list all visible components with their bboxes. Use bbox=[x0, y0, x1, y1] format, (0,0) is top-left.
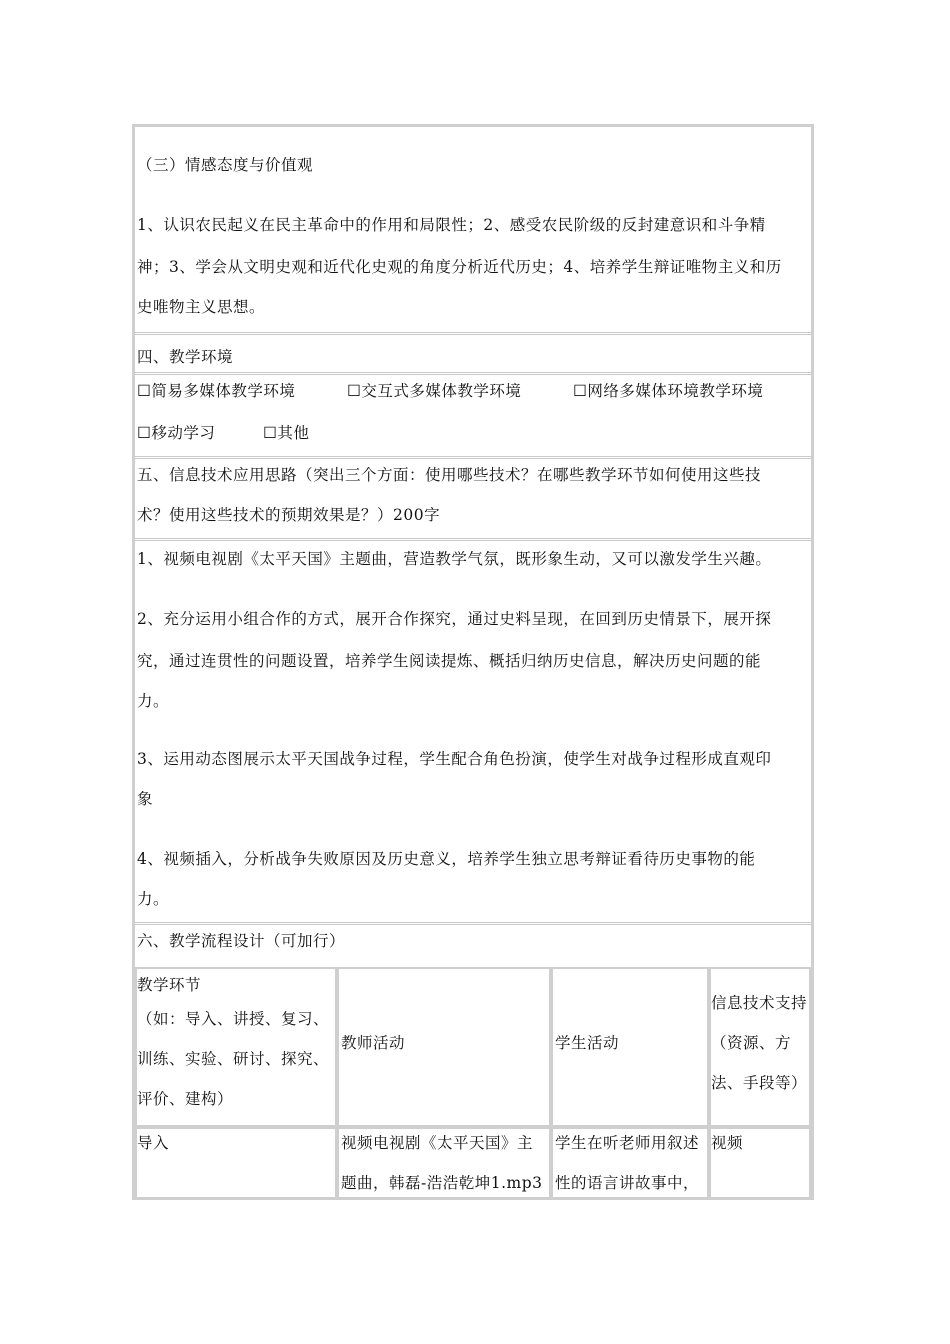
checkbox-network-multimedia[interactable]: ☐网络多媒体环境教学环境 bbox=[573, 382, 764, 400]
table-row-teacher-activity bbox=[337, 1127, 551, 1199]
section-heading: 四、教学环境 bbox=[137, 348, 234, 366]
header-label: 学生活动 bbox=[555, 1034, 620, 1052]
cell-text: 视频 bbox=[711, 1134, 744, 1152]
section-heading: （三）情感态度与价值观 bbox=[137, 156, 314, 174]
header-label: （资源、方 bbox=[711, 1034, 792, 1052]
header-label: 评价、建构） bbox=[137, 1090, 234, 1108]
paragraph-line: 究，通过连贯性的问题设置，培养学生阅读提炼、概括归纳历史信息，解决历史问题的能 bbox=[137, 652, 762, 670]
paragraph-line: 1、认识农民起义在民主革命中的作用和局限性；2、感受农民阶级的反封建意识和斗争精 bbox=[137, 216, 766, 234]
table-row-student-activity bbox=[551, 1127, 709, 1199]
cell-text: 导入 bbox=[137, 1134, 170, 1152]
paragraph-line: 史唯物主义思想。 bbox=[137, 298, 266, 316]
paragraph-line: 象 bbox=[137, 790, 154, 808]
table-header-teacher-activity bbox=[337, 967, 551, 1127]
paragraph-line: 2、充分运用小组合作的方式，展开合作探究，通过史料呈现，在回到历史情景下，展开探 bbox=[137, 610, 772, 628]
paragraph-line: 4、视频插入，分析战争失败原因及历史意义，培养学生独立思考辩证看待历史事物的能 bbox=[137, 850, 756, 868]
table-header-it-support bbox=[709, 967, 811, 1127]
paragraph-line: 力。 bbox=[137, 692, 170, 710]
section-heading: 六、教学流程设计（可加行） bbox=[137, 932, 346, 950]
paragraph-line: 3、运用动态图展示太平天国战争过程，学生配合角色扮演，使学生对战争过程形成直观印 bbox=[137, 750, 772, 768]
table-row-it-support bbox=[709, 1127, 811, 1199]
table-header-student-activity bbox=[551, 967, 709, 1127]
table-header-stage bbox=[135, 967, 337, 1127]
section-teaching-environment-heading bbox=[135, 335, 811, 375]
cell-text: 性的语言讲故事中， bbox=[555, 1174, 700, 1192]
cell-text: 题曲，韩磊-浩浩乾坤1.mp3 bbox=[341, 1174, 543, 1192]
section-it-application-heading bbox=[135, 459, 811, 541]
paragraph-line: 神；3、学会从文明史观和近代化史观的角度分析近代历史；4、培养学生辩证唯物主义和历 bbox=[137, 258, 782, 276]
header-label: 法、手段等） bbox=[711, 1074, 808, 1092]
checkbox-interactive-multimedia[interactable]: ☐交互式多媒体教学环境 bbox=[347, 382, 522, 400]
checkbox-other[interactable]: ☐其他 bbox=[263, 424, 310, 442]
paragraph-line: 1、视频电视剧《太平天国》主题曲，营造教学气氛，既形象生动，又可以激发学生兴趣。 bbox=[137, 550, 772, 568]
header-label: 信息技术支持 bbox=[711, 994, 808, 1012]
section-heading: 术？使用这些技术的预期效果是？）200字 bbox=[137, 506, 441, 524]
paragraph-line: 力。 bbox=[137, 890, 170, 908]
header-label: （如：导入、讲授、复习、 bbox=[137, 1010, 330, 1028]
document-frame bbox=[132, 124, 814, 1200]
section-affective-goals bbox=[135, 127, 811, 335]
header-label: 教师活动 bbox=[341, 1034, 406, 1052]
section-heading: 五、信息技术应用思路（突出三个方面：使用哪些技术？在哪些教学环节如何使用这些技 bbox=[137, 466, 762, 484]
section-teaching-flow-heading bbox=[135, 925, 811, 965]
checkbox-simple-multimedia[interactable]: ☐简易多媒体教学环境 bbox=[137, 382, 296, 400]
cell-text: 视频电视剧《太平天国》主 bbox=[341, 1134, 534, 1152]
header-label: 教学环节 bbox=[137, 976, 202, 994]
section-it-application-content bbox=[135, 541, 811, 925]
checkbox-mobile-learning[interactable]: ☐移动学习 bbox=[137, 424, 216, 442]
section-teaching-environment-options bbox=[135, 375, 811, 459]
table-row-stage bbox=[135, 1127, 337, 1199]
cell-text: 学生在听老师用叙述 bbox=[555, 1134, 700, 1152]
header-label: 训练、实验、研讨、探究、 bbox=[137, 1050, 330, 1068]
